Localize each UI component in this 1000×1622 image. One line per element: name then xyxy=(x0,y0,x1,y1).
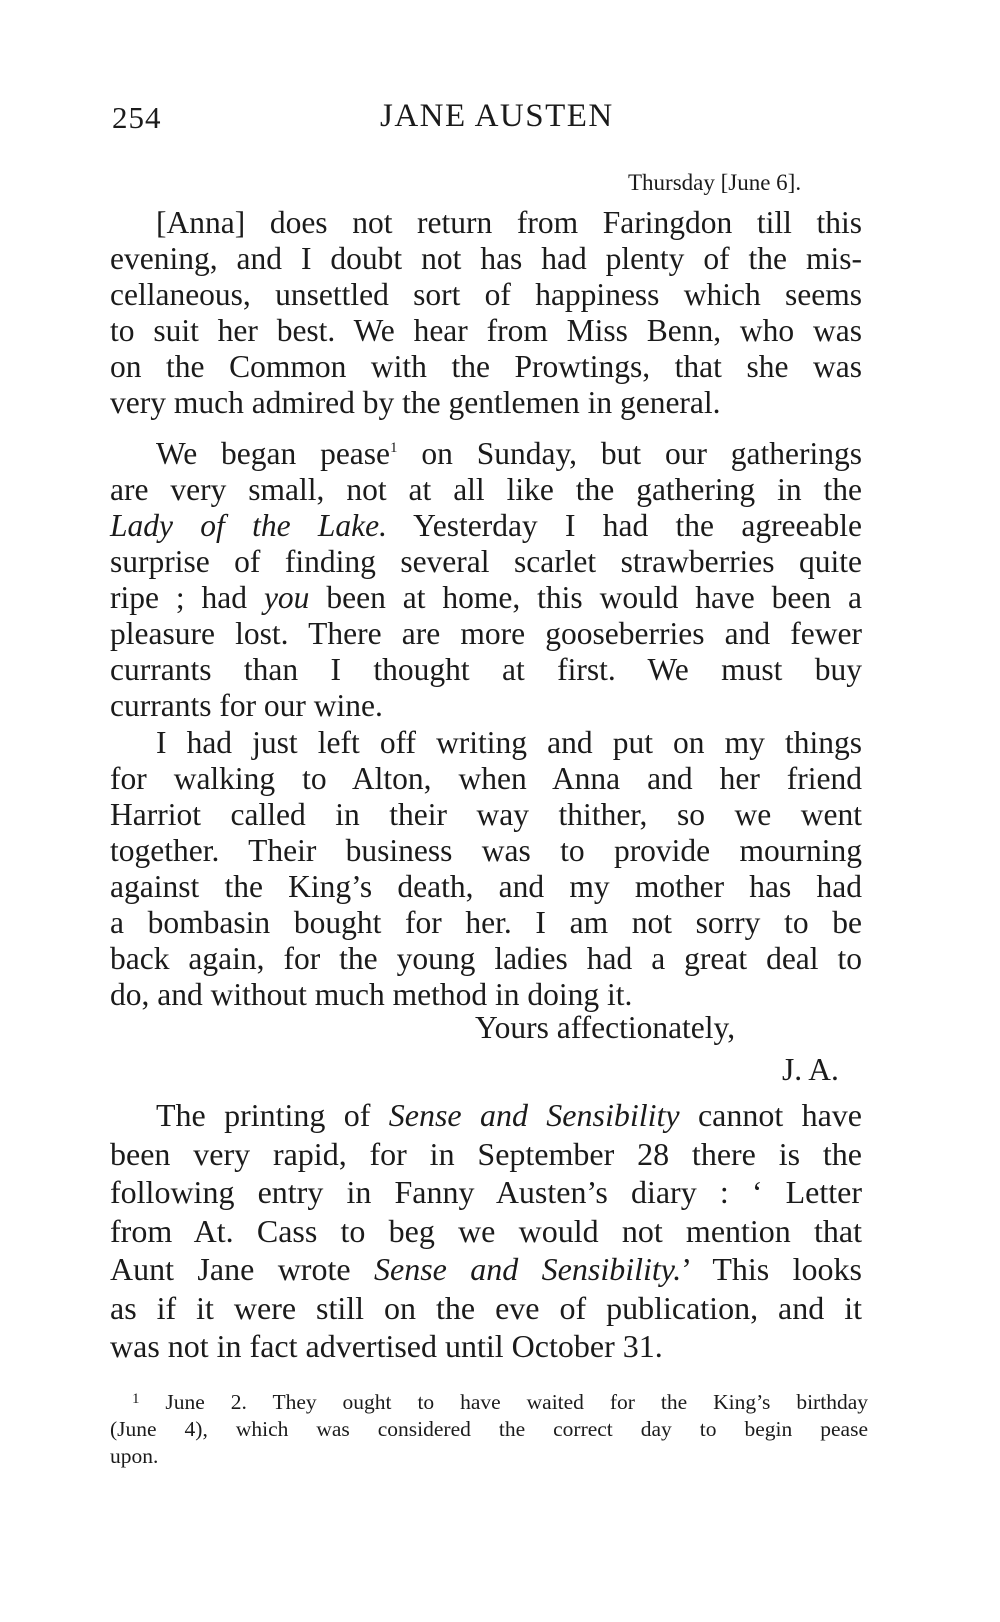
text-line: Harriot called in their way thither, so we went xyxy=(110,797,862,832)
text-line: currants for our wine. xyxy=(110,688,383,723)
text-line xyxy=(110,1250,862,1289)
text-segment: We began pease xyxy=(156,436,391,471)
text-line: following entry in Fanny Austen’s diary : ‘ Letter xyxy=(110,1174,862,1210)
text-segment: Aunt Jane wrote xyxy=(110,1251,374,1287)
text-line: evening, and I doubt not has had plenty of the mis- xyxy=(110,241,862,276)
text-line: been very rapid, for in September 28 there is the xyxy=(110,1135,862,1172)
text-segment: ’ This looks xyxy=(681,1251,863,1287)
narrative-paragraph xyxy=(110,1096,862,1366)
footnote-line xyxy=(110,1386,868,1416)
text-line xyxy=(110,430,862,472)
letter-signature: J. A. xyxy=(782,1052,839,1087)
text-line: I had just left off writing and put on my things xyxy=(156,725,862,760)
italic-title: Sense and Sensibility. xyxy=(373,1251,682,1287)
text-line: a bombasin bought for her. I am not sorry to be xyxy=(110,905,862,940)
text-line: cellaneous, unsettled sort of happiness which seems xyxy=(110,277,862,312)
text-line: as if it were still on the eve of publication, and it xyxy=(110,1289,862,1326)
text-line: against the King’s death, and my mother has had xyxy=(110,869,862,904)
text-line: very much admired by the gentlemen in general. xyxy=(110,385,721,420)
text-line: from At. Cass to beg we would not mention that xyxy=(110,1212,862,1249)
italic-title: Sense and Sensibility xyxy=(388,1097,680,1133)
emphasis: you xyxy=(263,580,310,615)
text-line: do, and without much method in doing it. xyxy=(110,977,633,1012)
footnote xyxy=(110,1386,868,1470)
letter-paragraph-1 xyxy=(110,205,862,421)
text-segment: cannot have xyxy=(679,1097,863,1133)
footnote-number: 1 xyxy=(132,1391,140,1407)
text-segment: been at home, this would have been a xyxy=(309,580,862,615)
text-line: [Anna] does not return from Faringdon till this xyxy=(156,205,862,240)
text-segment: on Sunday, but our gatherings xyxy=(397,436,862,471)
footnote-reference: 1 xyxy=(390,440,398,456)
text-line: on the Common with the Prowtings, that she was xyxy=(110,349,862,384)
page-number: 254 xyxy=(112,100,162,135)
text-segment: ripe ; had xyxy=(110,580,264,615)
text-line: pleasure lost. There are more gooseberries and fewer xyxy=(110,616,862,651)
text-line: was not in fact advertised until October 31. xyxy=(110,1328,663,1364)
text-line: together. Their business was to provide mourning xyxy=(110,833,862,868)
text-line: for walking to Alton, when Anna and her friend xyxy=(110,761,862,796)
text-line xyxy=(110,508,862,544)
text-line: surprise of finding several scarlet strawberries quite xyxy=(110,544,862,579)
text-line xyxy=(110,580,862,616)
letter-dateline: Thursday [June 6]. xyxy=(628,170,802,195)
text-segment: The printing of xyxy=(156,1097,389,1133)
text-segment: Yesterday I had the agreeable xyxy=(387,508,862,543)
text-segment: June 2. They ought to have waited for the King’s birthday xyxy=(139,1390,868,1414)
text-line xyxy=(110,1096,862,1135)
letter-paragraph-2 xyxy=(110,430,862,724)
text-line: currants than I thought at first. We must buy xyxy=(110,652,862,687)
text-line: back again, for the young ladies had a great deal to xyxy=(110,941,862,976)
text-line: are very small, not at all like the gathering in the xyxy=(110,472,862,507)
letter-closing: Yours affectionately, xyxy=(475,1010,736,1045)
running-title: JANE AUSTEN xyxy=(380,98,614,134)
italic-title: Lady of the Lake. xyxy=(110,508,387,543)
footnote-line: (June 4), which was considered the correct day to begin pease xyxy=(110,1417,868,1441)
footnote-line: upon. xyxy=(110,1444,159,1468)
letter-paragraph-3 xyxy=(110,725,862,1013)
text-line: to suit her best. We hear from Miss Benn, who was xyxy=(110,313,862,348)
